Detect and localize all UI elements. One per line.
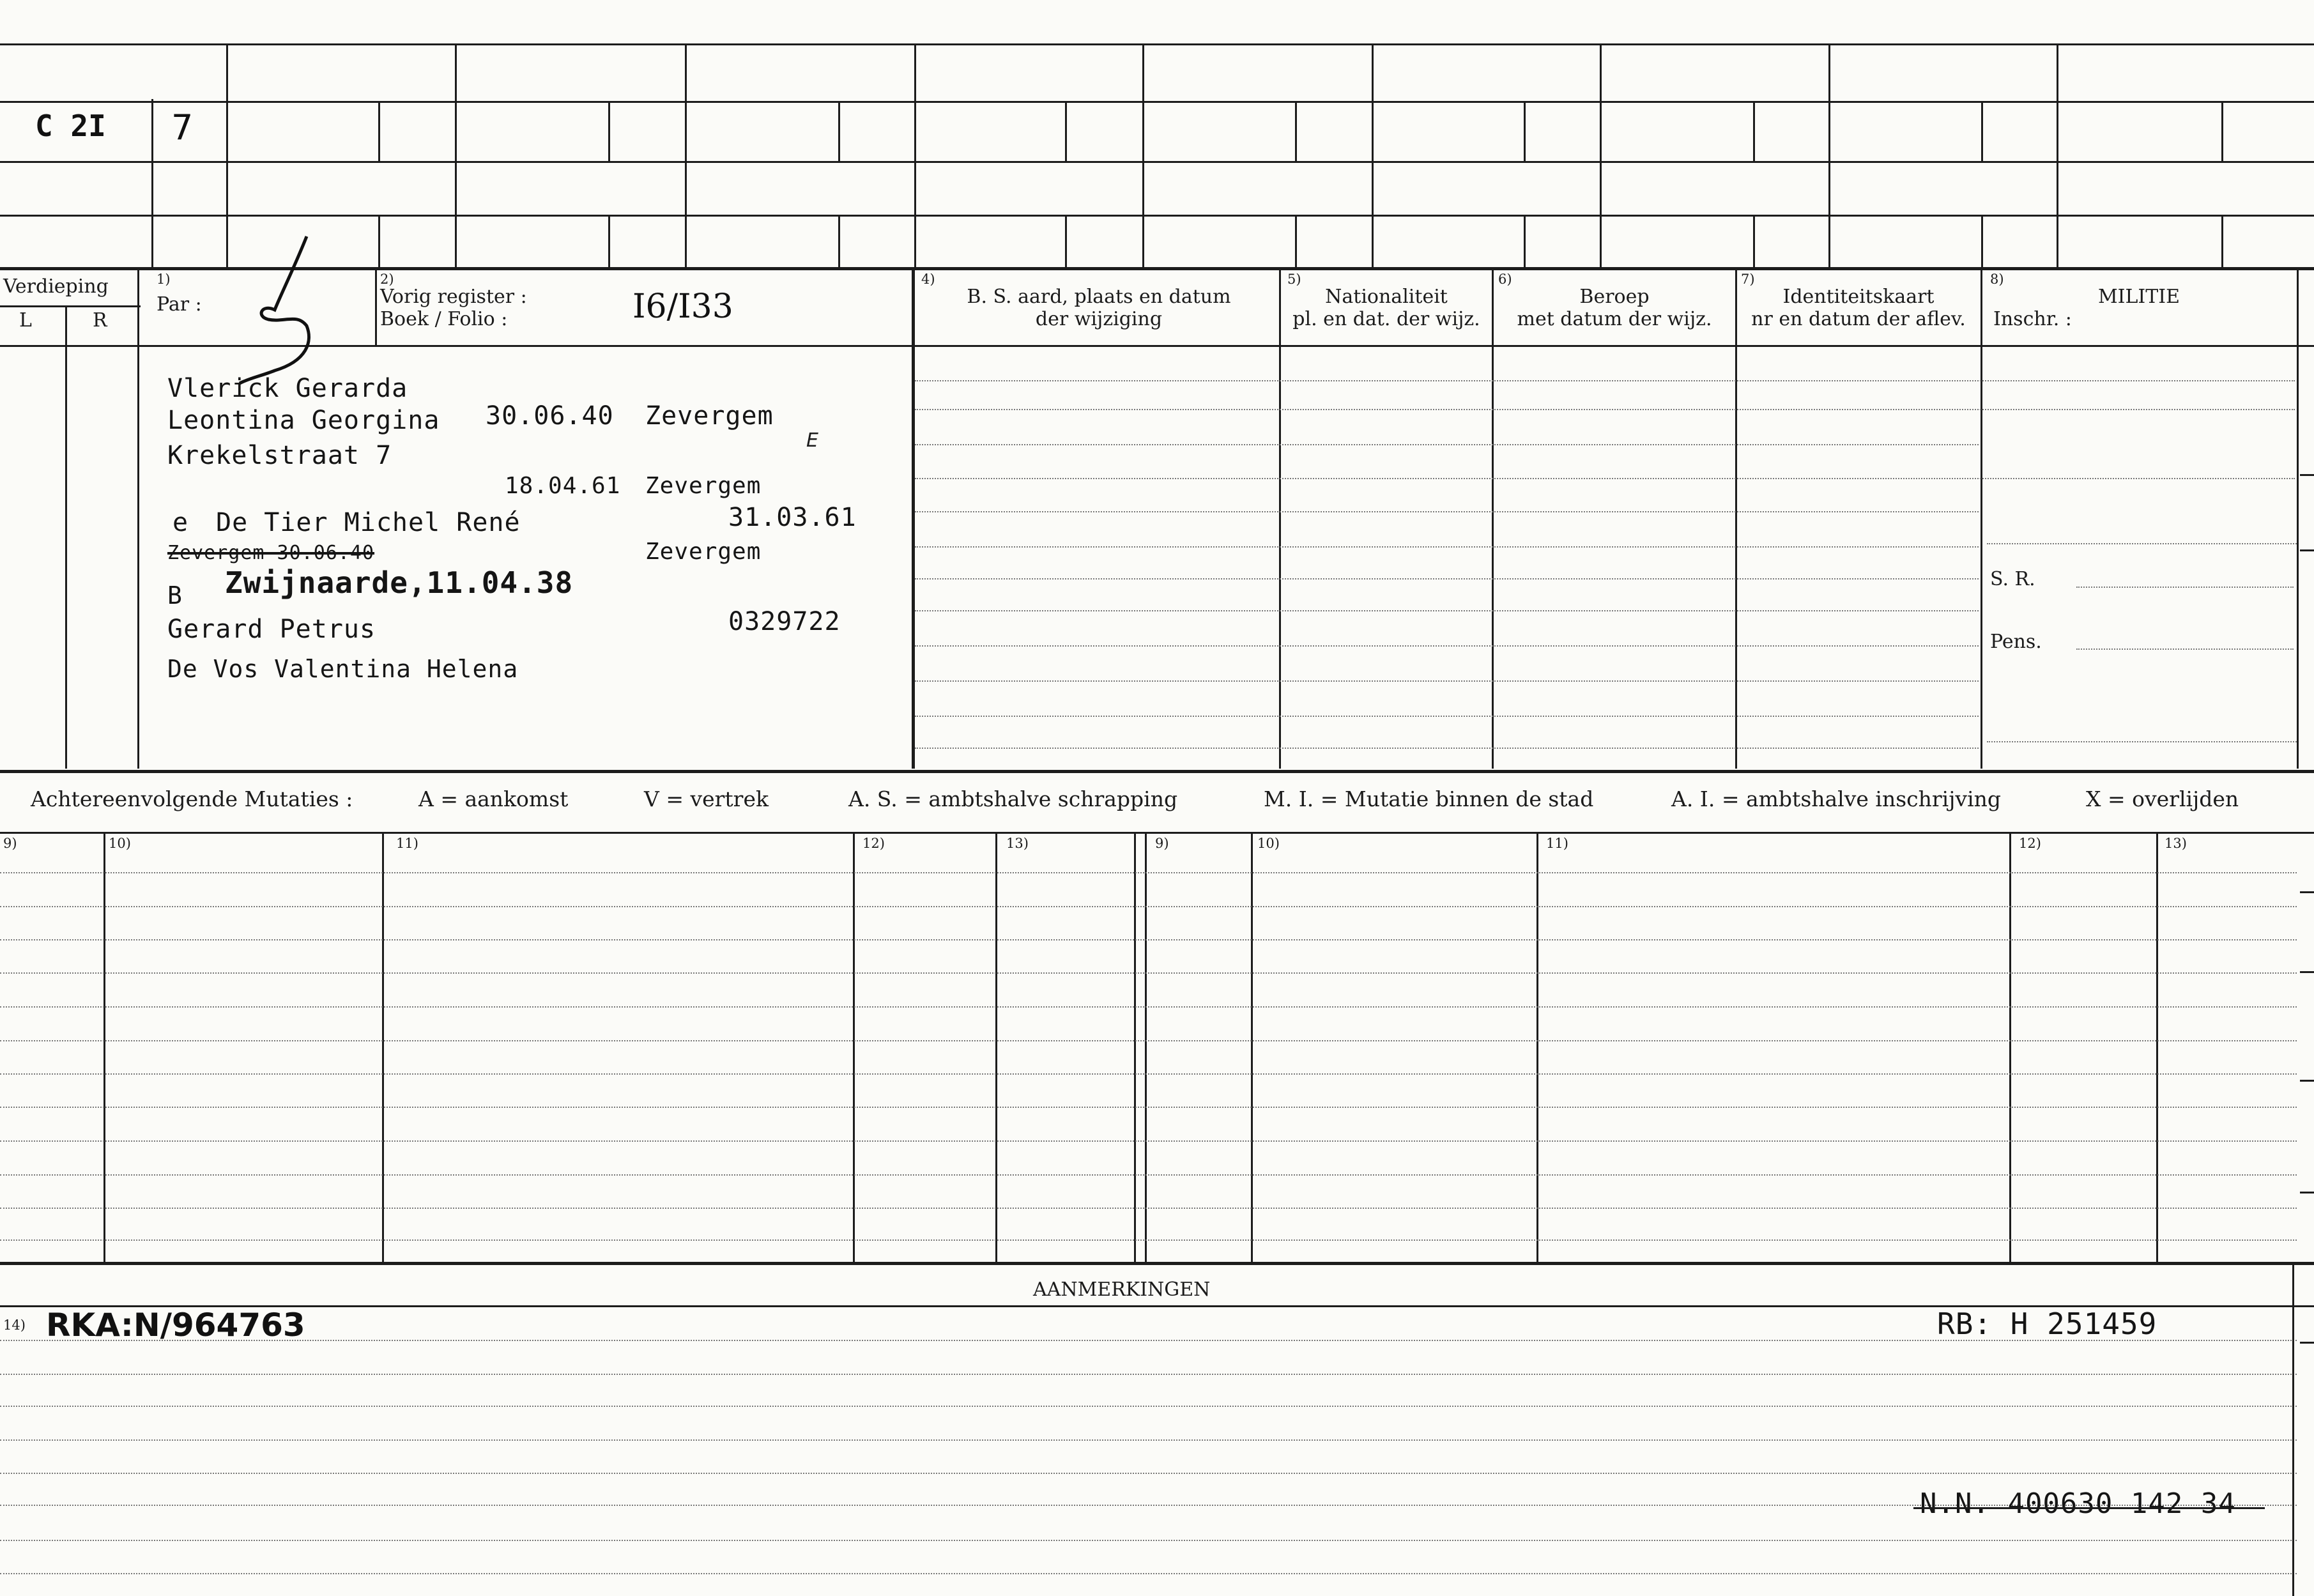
beroep-label-line2: met datum der wijz. — [1517, 308, 1712, 330]
vorig-number: 2) — [380, 272, 394, 287]
id-number-label: 7) — [1741, 272, 1755, 287]
mutation-col-13-left: 13) — [1006, 836, 1029, 851]
house-number: 7 — [171, 107, 194, 148]
militie-number: 8) — [1990, 272, 2004, 287]
id-label-line2: nr en datum der aflev. — [1751, 308, 1966, 330]
id-label-line1: Identiteitskaart — [1782, 286, 1935, 308]
rb-number: RB: H 251459 — [1937, 1307, 2157, 1341]
mutation-col-9-right: 9) — [1155, 836, 1169, 851]
birth-date: 30.06.40 — [486, 401, 614, 431]
legend-top-rule — [0, 770, 2314, 773]
par-number: 1) — [157, 272, 171, 287]
floor-right-label: R — [93, 309, 107, 332]
district-code: C 2I — [35, 109, 106, 143]
legend-title: Achtereenvolgende Mutaties : — [31, 786, 353, 811]
verdieping-label: Verdieping — [3, 275, 109, 298]
nn-number: N.N. 400630 142 34 — [1920, 1487, 2236, 1520]
mark-e: E — [806, 429, 818, 452]
boek-folio-value: I6/I33 — [632, 288, 733, 326]
par-label: Par : — [157, 293, 202, 316]
arrival-date: 18.04.61 — [505, 473, 621, 499]
surname-line: Vlerick Gerarda — [167, 374, 408, 403]
vorig-label: Vorig register : — [380, 286, 527, 308]
beroep-label-line1: Beroep — [1579, 286, 1650, 308]
spouse-prefix: e — [172, 508, 189, 537]
remarks-number: 14) — [3, 1317, 26, 1333]
legend-ai: A. I. = ambtshalve inschrijving — [1671, 786, 2002, 811]
mutation-col-13-right: 13) — [2165, 836, 2187, 851]
father-name: Gerard Petrus — [167, 615, 376, 644]
legend-x: X = overlijden — [2086, 786, 2239, 811]
marriage-place: Zevergem — [645, 539, 762, 565]
mutation-col-12-left: 12) — [862, 836, 885, 851]
mutation-col-9-left: 9) — [3, 836, 17, 851]
floor-left-label: L — [19, 309, 32, 332]
legend-mi: M. I. = Mutatie binnen de stad — [1264, 786, 1594, 811]
birth-place: Zevergem — [645, 401, 774, 431]
nat-label-line2: pl. en dat. der wijz. — [1292, 308, 1480, 330]
legend-a: A = aankomst — [418, 786, 569, 811]
remarks-title: AANMERKINGEN — [1033, 1278, 1211, 1301]
handwritten-paraph — [236, 230, 326, 396]
spouse-name: De Tier Michel René — [216, 508, 521, 537]
pens-label: Pens. — [1990, 631, 2042, 653]
mutation-col-11-left: 11) — [396, 836, 418, 851]
nat-label-line1: Nationaliteit — [1325, 286, 1448, 308]
bs-number: 4) — [921, 272, 935, 287]
corrected-birth: Zwijnaarde,11.04.38 — [225, 565, 574, 600]
mutation-col-10-right: 10) — [1257, 836, 1280, 851]
struck-birth-text: Zevergem 30.06.40 — [167, 542, 375, 564]
remarks-top-rule — [0, 1262, 2314, 1265]
mutation-col-11-right: 11) — [1546, 836, 1568, 851]
bs-label-line2: der wijziging — [1035, 308, 1163, 330]
arrival-place: Zevergem — [645, 473, 762, 499]
id-card-number: 0329722 — [728, 607, 841, 636]
nat-number: 5) — [1287, 272, 1301, 287]
nn-strike — [1913, 1507, 2265, 1509]
mutation-col-12-right: 12) — [2019, 836, 2041, 851]
rka-number: RKA:N/964763 — [46, 1307, 305, 1344]
b-label: B — [167, 581, 183, 610]
mutation-col-10-left: 10) — [109, 836, 131, 851]
legend-bottom-rule — [0, 832, 2314, 834]
militie-label: MILITIE — [2097, 286, 2180, 308]
spouse-date: 31.03.61 — [728, 503, 857, 532]
beroep-number: 6) — [1498, 272, 1512, 287]
mother-name: De Vos Valentina Helena — [167, 655, 519, 683]
boek-label: Boek / Folio : — [380, 308, 508, 330]
street-address: Krekelstraat 7 — [167, 441, 392, 470]
sr-label: S. R. — [1990, 568, 2035, 590]
bs-label-line1: B. S. aard, plaats en datum — [967, 286, 1231, 308]
given-names: Leontina Georgina — [167, 406, 440, 435]
legend-v: V = vertrek — [644, 786, 769, 811]
legend-as: A. S. = ambtshalve schrapping — [848, 786, 1178, 811]
inschr-label: Inschr. : — [1993, 308, 2072, 330]
